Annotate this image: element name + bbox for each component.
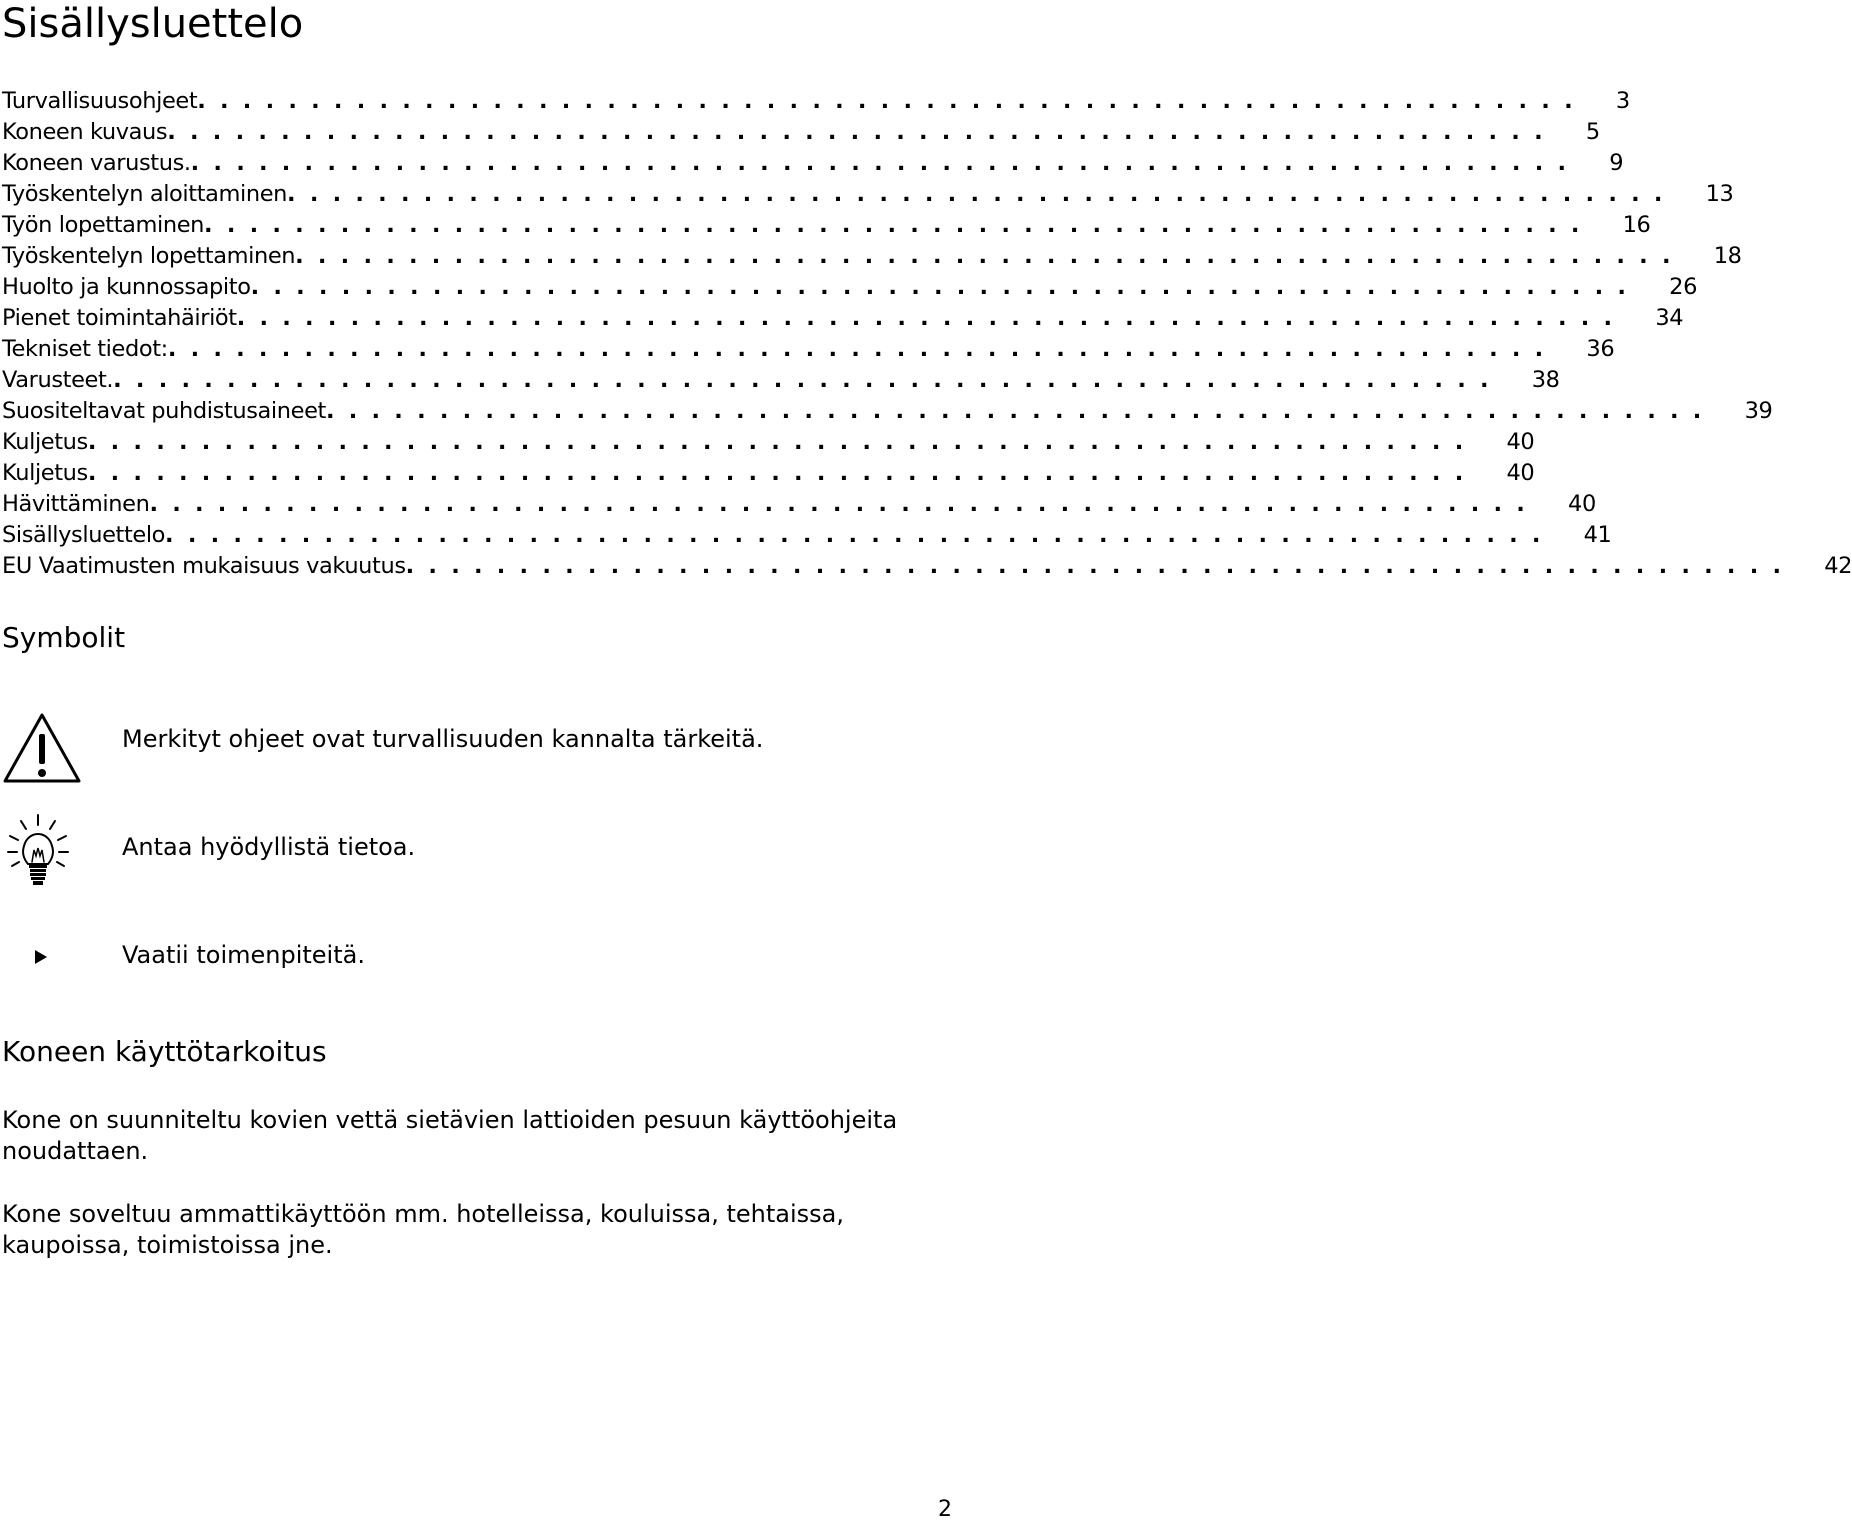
toc-dot-leader: . . . . . . . . . . . . . . . . . . . . . . . . . . . . . . . . . . . . . . . . . . . . . . . . . . . . . . . . . . . . . bbox=[236, 305, 1616, 331]
toc-dot-leader: . . . . . . . . . . . . . . . . . . . . . . . . . . . . . . . . . . . . . . . . . . . . . . . . . . . . . . . . . . . . . bbox=[295, 243, 1674, 269]
table-of-contents bbox=[2, 86, 1852, 582]
toc-row[interactable] bbox=[2, 489, 1596, 520]
purpose-paragraph: Kone soveltuu ammattikäyttöön mm. hotelleissa, kouluissa, tehtaissa, kaupoissa, toimistoissa jne. bbox=[2, 1200, 844, 1259]
toc-page-number: 39 bbox=[1744, 398, 1773, 424]
toc-row[interactable] bbox=[2, 427, 1535, 458]
toc-entry-label: Hävittäminen bbox=[2, 491, 150, 517]
lightbulb-icon bbox=[4, 812, 72, 892]
toc-page-number: 36 bbox=[1586, 336, 1615, 362]
toc-row[interactable] bbox=[2, 241, 1742, 272]
toc-dot-leader: . . . . . . . . . . . . . . . . . . . . . . . . . . . . . . . . . . . . . . . . . . . . . . . . . . . . . . . . . . . . . bbox=[250, 274, 1630, 300]
toc-entry-label: Koneen kuvaus bbox=[2, 119, 168, 145]
symbol-row-action bbox=[0, 920, 960, 1000]
toc-page-number: 40 bbox=[1568, 491, 1596, 517]
toc-entry-label: Koneen varustus. bbox=[2, 150, 191, 176]
toc-entry-label: EU Vaatimusten mukaisuus vakuutus bbox=[2, 553, 406, 579]
toc-entry-label: Kuljetus bbox=[2, 429, 88, 455]
symbol-row-warning bbox=[0, 708, 960, 788]
toc-entry-label: Huolto ja kunnossapito bbox=[2, 274, 251, 300]
toc-row[interactable] bbox=[2, 210, 1651, 241]
toc-row[interactable] bbox=[2, 86, 1630, 117]
toc-entry-label: Työskentelyn lopettaminen bbox=[2, 243, 296, 269]
toc-dot-leader: . . . . . . . . . . . . . . . . . . . . . . . . . . . . . . . . . . . . . . . . . . . . . . . . . . . . . . . . . . . . . bbox=[167, 119, 1546, 145]
toc-dot-leader: . . . . . . . . . . . . . . . . . . . . . . . . . . . . . . . . . . . . . . . . . . . . . . . . . . . . . . . . . . . . . bbox=[167, 336, 1547, 362]
warning-triangle-icon bbox=[2, 712, 82, 784]
toc-dot-leader: . . . . . . . . . . . . . . . . . . . . . . . . . . . . . . . . . . . . . . . . . . . . . . . . . . . . . . . . . . . . . bbox=[197, 88, 1576, 114]
toc-entry-label: Sisällysluettelo bbox=[2, 522, 166, 548]
toc-entry-label: Turvallisuusohjeet bbox=[2, 88, 198, 114]
toc-dot-leader: . . . . . . . . . . . . . . . . . . . . . . . . . . . . . . . . . . . . . . . . . . . . . . . . . . . . . . . . . . . . . bbox=[190, 150, 1570, 176]
toc-row[interactable] bbox=[2, 303, 1684, 334]
symbol-description: Merkityt ohjeet ovat turvallisuuden kannalta tärkeitä. bbox=[122, 725, 764, 753]
symbol-description: Antaa hyödyllistä tietoa. bbox=[122, 833, 416, 861]
toc-row[interactable] bbox=[2, 272, 1698, 303]
toc-row[interactable] bbox=[2, 520, 1612, 551]
arrow-right-icon bbox=[34, 949, 48, 965]
purpose-heading: Koneen käyttötarkoitus bbox=[2, 1035, 327, 1068]
page-number: 2 bbox=[938, 1497, 952, 1522]
toc-row[interactable] bbox=[2, 117, 1600, 148]
toc-row[interactable] bbox=[2, 551, 1852, 582]
symbol-description: Vaatii toimenpiteitä. bbox=[122, 941, 365, 969]
toc-entry-label: Työskentelyn aloittaminen bbox=[2, 181, 288, 207]
toc-page-number: 38 bbox=[1531, 367, 1560, 393]
toc-page-number: 40 bbox=[1506, 460, 1535, 486]
toc-row[interactable] bbox=[2, 334, 1615, 365]
purpose-paragraph: Kone on suunniteltu kovien vettä sietävien lattioiden pesuun käyttöohjeita noudattaen. bbox=[2, 1106, 898, 1165]
toc-page-number: 40 bbox=[1506, 429, 1535, 455]
toc-dot-leader: . . . . . . . . . . . . . . . . . . . . . . . . . . . . . . . . . . . . . . . . . . . . . . . . . . . . . . . . . . . . . bbox=[87, 460, 1467, 486]
toc-entry-label: Varusteet. bbox=[2, 367, 114, 393]
toc-page-number: 3 bbox=[1615, 88, 1630, 114]
toc-row[interactable] bbox=[2, 365, 1560, 396]
toc-dot-leader: . . . . . . . . . . . . . . . . . . . . . . . . . . . . . . . . . . . . . . . . . . . . . . . . . . . . . . . . . . . . . bbox=[165, 522, 1544, 548]
symbol-row-info bbox=[0, 810, 960, 890]
toc-row[interactable] bbox=[2, 179, 1734, 210]
toc-page-number: 16 bbox=[1622, 212, 1651, 238]
toc-dot-leader: . . . . . . . . . . . . . . . . . . . . . . . . . . . . . . . . . . . . . . . . . . . . . . . . . . . . . . . . . . . . . bbox=[405, 553, 1785, 579]
toc-page-number: 42 bbox=[1824, 553, 1852, 579]
toc-page-number: 18 bbox=[1713, 243, 1742, 269]
toc-dot-leader: . . . . . . . . . . . . . . . . . . . . . . . . . . . . . . . . . . . . . . . . . . . . . . . . . . . . . . . . . . . . . bbox=[287, 181, 1666, 207]
toc-page-number: 9 bbox=[1609, 150, 1624, 176]
toc-row[interactable] bbox=[2, 148, 1624, 179]
toc-page-number: 34 bbox=[1655, 305, 1684, 331]
toc-entry-label: Tekniset tiedot: bbox=[2, 336, 168, 362]
toc-entry-label: Suositeltavat puhdistusaineet bbox=[2, 398, 326, 424]
page-title: Sisällysluettelo bbox=[2, 1, 304, 47]
toc-dot-leader: . . . . . . . . . . . . . . . . . . . . . . . . . . . . . . . . . . . . . . . . . . . . . . . . . . . . . . . . . . . . . bbox=[87, 429, 1467, 455]
toc-dot-leader: . . . . . . . . . . . . . . . . . . . . . . . . . . . . . . . . . . . . . . . . . . . . . . . . . . . . . . . . . . . . . bbox=[113, 367, 1492, 393]
toc-dot-leader: . . . . . . . . . . . . . . . . . . . . . . . . . . . . . . . . . . . . . . . . . . . . . . . . . . . . . . . . . . . . . bbox=[204, 212, 1583, 238]
toc-entry-label: Pienet toimintahäiriöt bbox=[2, 305, 237, 331]
toc-page-number: 13 bbox=[1705, 181, 1734, 207]
toc-page-number: 26 bbox=[1669, 274, 1698, 300]
toc-row[interactable] bbox=[2, 458, 1535, 489]
toc-page-number: 41 bbox=[1583, 522, 1612, 548]
toc-dot-leader: . . . . . . . . . . . . . . . . . . . . . . . . . . . . . . . . . . . . . . . . . . . . . . . . . . . . . . . . . . . . . bbox=[325, 398, 1705, 424]
toc-row[interactable] bbox=[2, 396, 1773, 427]
symbols-heading: Symbolit bbox=[2, 621, 126, 654]
toc-entry-label: Kuljetus bbox=[2, 460, 88, 486]
toc-entry-label: Työn lopettaminen bbox=[2, 212, 205, 238]
toc-dot-leader: . . . . . . . . . . . . . . . . . . . . . . . . . . . . . . . . . . . . . . . . . . . . . . . . . . . . . . . . . . . . . bbox=[149, 491, 1529, 517]
toc-page-number: 5 bbox=[1585, 119, 1600, 145]
